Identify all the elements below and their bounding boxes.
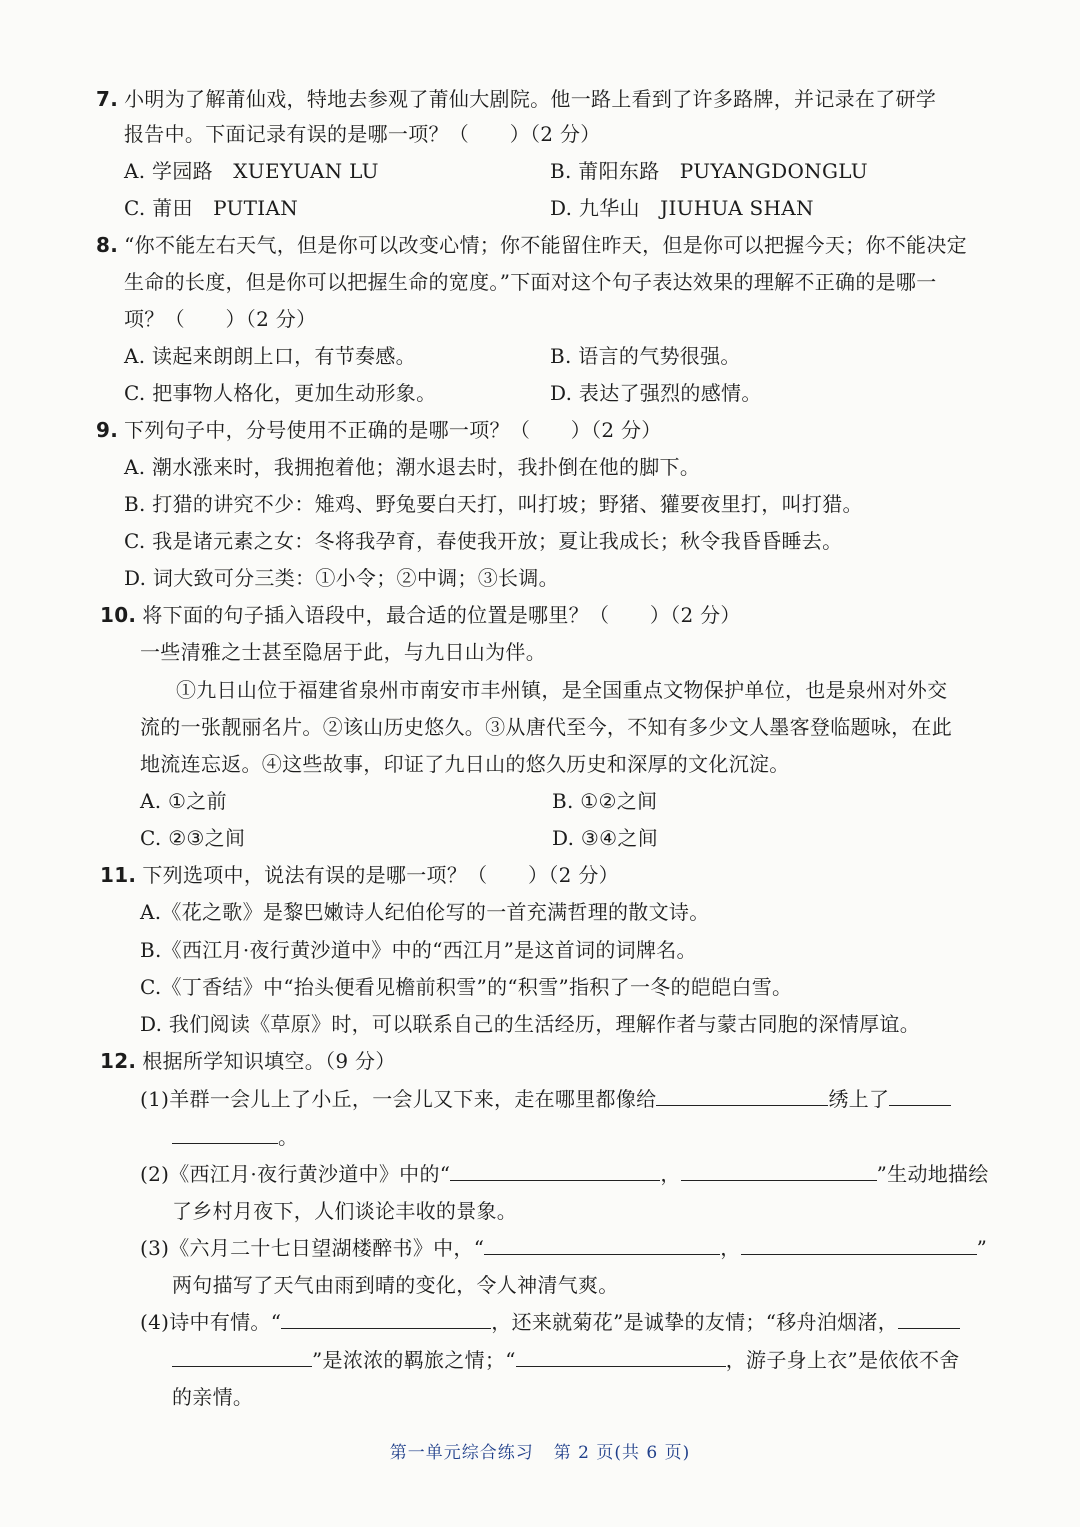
q12-part2-blank2[interactable] [681,1160,877,1181]
q8-option-a: A. 读起来朗朗上口，有节奏感。 [124,344,416,368]
q12-part4-line1: (4)诗中有情。“ ，还来就菊花”是诚挚的友情；“移舟泊烟渚， [140,1308,960,1336]
q12-part2-line2: 了乡村月夜下，人们谈论丰收的景象。 [172,1199,518,1223]
q9-option-d: D. 词大致可分三类：①小令；②中调；③长调。 [124,566,559,590]
q12-part4-line2: ”是浓浓的羁旅之情；“ ，游子身上衣”是依依不舍 [172,1346,960,1374]
q7-number: 7. [96,87,119,111]
q12-part4-blank2-cont[interactable] [172,1346,312,1367]
q12-part2-line1: (2)《西江月·夜行黄沙道中》中的“ ， ”生动地描绘 [140,1162,989,1186]
q7-option-d: D. 九华山 JIUHUA SHAN [550,196,814,220]
q10-passage-line2: 流的一张靓丽名片。②该山历史悠久。③从唐代至今，不知有多少文人墨客登临题咏，在此 [140,715,952,739]
q12-part4-blank3[interactable] [516,1346,726,1367]
q12-part4-line3: 的亲情。 [172,1385,254,1409]
q10-option-c: C. ②③之间 [140,826,246,850]
q8-number: 8. [96,233,119,257]
q10-option-a: A. ①之前 [140,789,227,813]
q12-part1-line1: (1)羊群一会儿上了小丘，一会儿又下来，走在哪里都像给 绣上了 [140,1085,951,1113]
q10-number: 10. [100,603,137,627]
q8-option-d: D. 表达了强烈的感情。 [550,381,762,405]
q12-part3-line1: (3)《六月二十七日望湖楼醉书》中，“ ， ” [140,1236,988,1260]
q9-option-b: B. 打猎的讲究不少：雉鸡、野兔要白天打，叫打坡；野猪、獾要夜里打，叫打猎。 [124,492,863,516]
q10-passage-line3: 地流连忘返。④这些故事，印证了九日山的悠久历史和深厚的文化沉淀。 [140,752,790,776]
q12-part4-blank2[interactable] [898,1308,960,1329]
q8-stem-line1: 8. “你不能左右天气，但是你可以改变心情；你不能留住昨天，但是你可以把握今天；你不能决定 [96,233,967,257]
q12-part1-blank1[interactable] [656,1085,828,1106]
q8-stem-line3: 项？（ ）（2 分） [124,307,317,331]
q9-option-c: C. 我是诸元素之女：冬将我孕育，春使我开放；夏让我成长；秋令我昏昏睡去。 [124,529,843,553]
q7-option-c: C. 莆田 PUTIAN [124,196,299,220]
q8-option-c: C. 把事物人格化，更加生动形象。 [124,381,437,405]
q11-option-b: B.《西江月·夜行黄沙道中》中的“西江月”是这首词的词牌名。 [140,938,697,962]
q7-option-a: A. 学园路 XUEYUAN LU [124,159,379,183]
q12-part4-blank1[interactable] [281,1308,491,1329]
q11-number: 11. [100,863,137,887]
q9-number: 9. [96,418,119,442]
page-footer [0,1438,1080,1463]
q7-stem-line1: 7. 小明为了解莆仙戏，特地去参观了莆仙大剧院。他一路上看到了许多路牌，并记录在了研学 [96,87,937,111]
q12-number: 12. [100,1049,137,1073]
q12-part1-blank2[interactable] [889,1085,951,1106]
q12-part1-line2: 。 [172,1123,298,1151]
q9-stem: 9. 下列句子中，分号使用不正确的是哪一项？（ ）（2 分） [96,418,662,442]
q12-part1-blank2-cont[interactable] [172,1123,278,1144]
q12-stem: 12. 根据所学知识填空。（9 分） [100,1049,396,1073]
q7-option-b: B. 莆阳东路 PUYANGDONGLU [550,159,868,183]
q10-option-d: D. ③④之间 [552,826,658,850]
q11-option-c: C.《丁香结》中“抬头便看见檐前积雪”的“积雪”指积了一冬的皑皑白雪。 [140,975,793,999]
q10-sentence: 一些清雅之士甚至隐居于此，与九日山为伴。 [140,640,546,664]
q10-passage-line1: ①九日山位于福建省泉州市南安市丰州镇，是全国重点文物保护单位，也是泉州对外交 [176,678,948,702]
q8-stem-line2: 生命的长度，但是你可以把握生命的宽度。”下面对这个句子表达效果的理解不正确的是哪一 [124,270,937,294]
q11-option-d: D. 我们阅读《草原》时，可以联系自己的生活经历，理解作者与蒙古同胞的深情厚谊。 [140,1012,921,1036]
q12-part3-line2: 两句描写了天气由雨到晴的变化，令人神清气爽。 [172,1273,619,1297]
q9-option-a: A. 潮水涨来时，我拥抱着他；潮水退去时，我扑倒在他的脚下。 [124,455,701,479]
q12-part3-blank1[interactable] [484,1234,720,1255]
q11-stem: 11. 下列选项中，说法有误的是哪一项？（ ）（2 分） [100,863,619,887]
q12-part2-blank1[interactable] [450,1160,660,1181]
q10-stem: 10. 将下面的句子插入语段中，最合适的位置是哪里？（ ）（2 分） [100,603,741,627]
footer-page-number: 第 2 页(共 6 页) [553,1443,691,1463]
q12-part3-blank2[interactable] [741,1234,977,1255]
q10-option-b: B. ①②之间 [552,789,658,813]
q11-option-a: A.《花之歌》是黎巴嫩诗人纪伯伦写的一首充满哲理的散文诗。 [140,900,710,924]
q7-stem-line2: 报告中。下面记录有误的是哪一项？（ ）（2 分） [124,122,601,146]
q8-option-b: B. 语言的气势很强。 [550,344,741,368]
footer-unit-title: 第一单元综合练习 [389,1443,534,1463]
